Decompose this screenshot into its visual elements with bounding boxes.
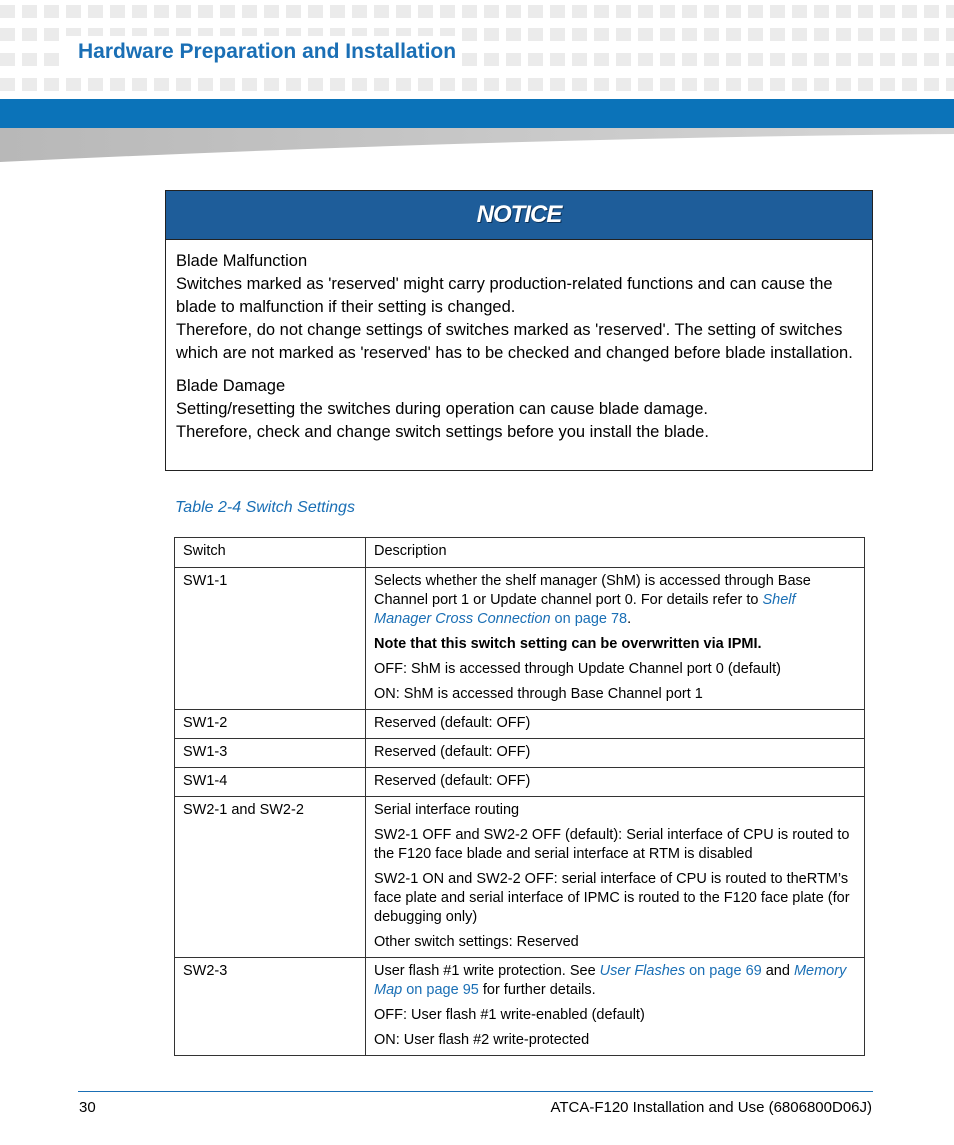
description-text: SW2-1 OFF and SW2-2 OFF (default): Serial interface of CPU is routed to the F120 face blade and serial interface at RTM is disabled <box>374 827 850 862</box>
page-section-title: Hardware Preparation and Installation <box>78 40 457 63</box>
table-row <box>175 710 865 739</box>
link-page-69[interactable]: on page 69 <box>685 963 762 979</box>
description-cell <box>366 958 865 1056</box>
description-text: OFF: ShM is accessed through Update Channel port 0 (default) <box>374 661 782 677</box>
page-number: 30 <box>79 1099 96 1116</box>
description-text: Selects whether the shelf manager (ShM) is accessed through Base Channel port 1 or Update channel port 0. For details refer to Shelf Manager Cross Connection on page 78. <box>374 573 811 627</box>
description-text: Other switch settings: Reserved <box>374 934 579 950</box>
switch-cell: SW2-1 and SW2-2 <box>175 797 366 958</box>
description-text: User flash #1 write protection. See User Flashes on page 69 and Memory Map on page 95 for further details. <box>374 963 847 998</box>
description-text: ON: ShM is accessed through Base Channel port 1 <box>374 686 703 702</box>
description-cell <box>366 568 865 710</box>
link-user-flashes[interactable]: User Flashes <box>599 963 686 979</box>
header-grey-swoosh <box>0 128 954 164</box>
notice-header <box>166 191 872 240</box>
switch-cell: SW1-2 <box>175 710 366 739</box>
table-row <box>175 768 865 797</box>
switch-cell: SW1-3 <box>175 739 366 768</box>
link-page-95[interactable]: on page 95 <box>402 982 479 998</box>
column-header-switch: Switch <box>175 538 366 568</box>
description-text: OFF: User flash #1 write-enabled (default) <box>374 1007 645 1023</box>
link-memory-map[interactable]: Memory Map <box>374 963 847 998</box>
table-header-row <box>175 538 865 568</box>
description-text: SW2-1 ON and SW2-2 OFF: serial interface of CPU is routed to theRTM’s face plate and serial interface of IPMC is routed to the F120 face plate (for debugging only) <box>374 871 850 925</box>
notice-box <box>165 190 873 471</box>
description-text: ON: User flash #2 write-protected <box>374 1032 590 1048</box>
description-cell <box>366 797 865 958</box>
notice-title: NOTICE <box>476 201 562 228</box>
notice-heading-malfunction: Blade Malfunction <box>176 252 308 270</box>
column-header-description: Description <box>366 538 865 568</box>
switch-cell: SW1-1 <box>175 568 366 710</box>
footer-rule <box>78 1091 873 1092</box>
table-caption: Table 2-4 Switch Settings <box>175 499 355 516</box>
switch-cell: SW1-4 <box>175 768 366 797</box>
link-page-78[interactable]: on page 78 <box>550 611 628 627</box>
notice-text: Therefore, check and change switch settings before you install the blade. <box>176 423 709 441</box>
description-text: Serial interface routing <box>374 802 520 818</box>
document-title: ATCA-F120 Installation and Use (6806800D06J) <box>550 1099 872 1116</box>
table-row <box>175 739 865 768</box>
notice-text: Switches marked as 'reserved' might carry production-related functions and can cause the blade to malfunction if their setting is changed. <box>176 275 833 316</box>
table-row <box>175 797 865 958</box>
table-row <box>175 958 865 1056</box>
description-cell: Reserved (default: OFF) <box>366 710 865 739</box>
notice-body <box>166 240 872 444</box>
description-note: Note that this switch setting can be overwritten via IPMI. <box>374 636 762 652</box>
link-shelf-manager-cross-connection[interactable]: Shelf Manager Cross Connection <box>374 592 796 627</box>
notice-heading-damage: Blade Damage <box>176 377 286 395</box>
notice-text: Setting/resetting the switches during operation can cause blade damage. <box>176 400 709 418</box>
switch-settings-table <box>174 537 865 1056</box>
notice-text: Therefore, do not change settings of switches marked as 'reserved'. The setting of switches which are not marked as 'reserved' has to be checked and changed before blade installation. <box>176 321 853 362</box>
description-cell: Reserved (default: OFF) <box>366 768 865 797</box>
description-cell: Reserved (default: OFF) <box>366 739 865 768</box>
switch-cell: SW2-3 <box>175 958 366 1056</box>
header-blue-band <box>0 99 954 128</box>
table-row <box>175 568 865 710</box>
